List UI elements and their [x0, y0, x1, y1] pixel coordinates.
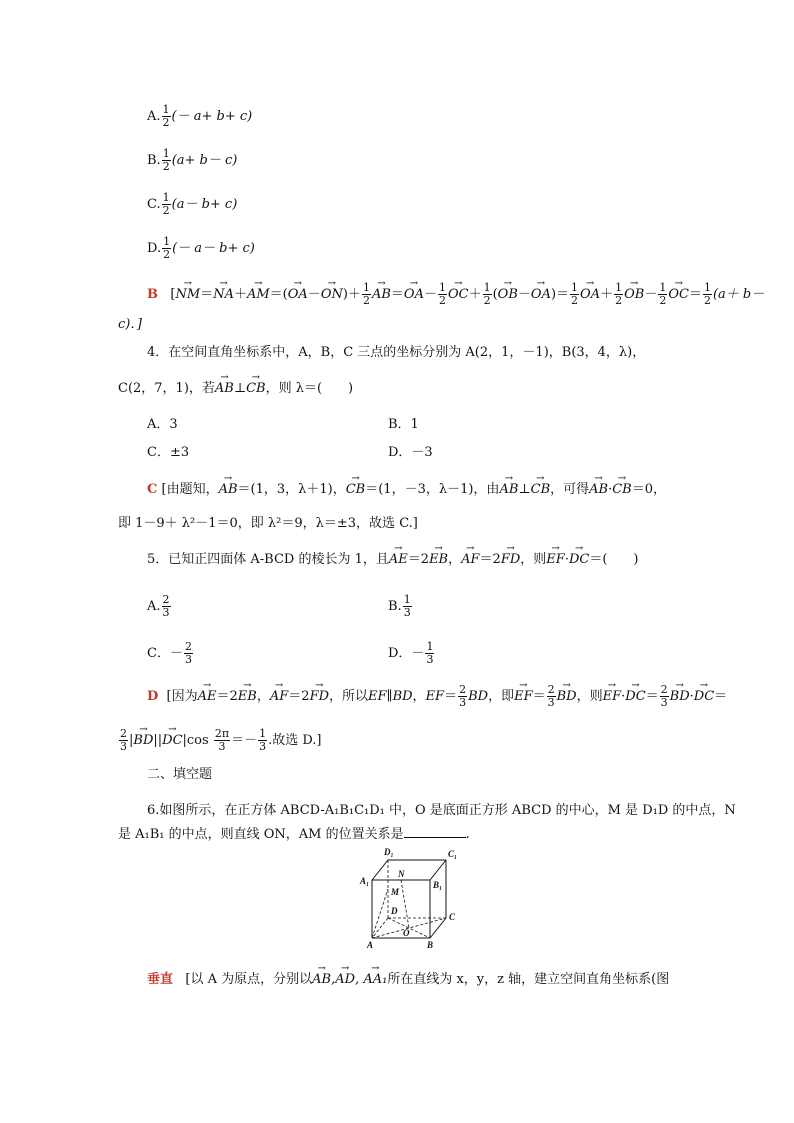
q5-solution: D [因为→ AE＝2→ EB，→ AF＝2→ FD，所以EF∥BD，EF＝ $\frac{2}{3}$ BD，即→ EF＝ $\frac{2}{3}$ → BD，则→ EF·→ DC＝ $\frac{2}{3}$ → BD·→ DC＝ [147, 684, 727, 709]
label-n: N [398, 869, 405, 879]
q4-stem-line2: C(2，7，1)，若→ AB⊥→ CB，则 λ＝( ) [118, 380, 353, 398]
answer-letter: B [147, 287, 158, 302]
option-d: D. $\frac{1}{2}$ (－ a－ b+ c) [147, 235, 255, 261]
answer-letter: D [147, 689, 159, 704]
option-c: C. $\frac{1}{2}$ (a－ b+ c) [147, 191, 238, 217]
option-b: B. $\frac{1}{2}$ (a+ b－ c) [147, 147, 238, 173]
label-a: A [367, 940, 374, 950]
q4-solution-line2: 即 1－9＋ λ²－1＝0，即 λ²＝9，λ＝±3，故选 C.] [118, 516, 418, 531]
q6-stem-line1: 6.如图所示，在正方体 ABCD-A₁B₁C₁D₁ 中，O 是底面正方形 ABCD 的中心，M 是 D₁D 的中点，N [147, 803, 736, 818]
label-b: B [427, 940, 434, 950]
label-c: C [449, 912, 456, 922]
q3-solution: B [→ NM＝→ NA＋→ AM＝(→ OA－→ ON)＋ $\frac{1}{2}$ → AB＝→ OA－ $\frac{1}{2}$ → OC＋ $\frac{1}{2}$ (→ OB－→ OA)＝ $\frac{1}{2}$ → OA＋ $\frac{1}{2}$ → OB－ $\frac{1}{2}$ → OC＝ $\frac{1}{2}$ (a＋ b－ [147, 282, 764, 307]
q4-option-a: A．3 [147, 417, 178, 432]
q5-stem: 5．已知正四面体 A-BCD 的棱长为 1，且→ AE＝2→ EB，→ AF＝2→ FD，则→ EF·→ DC＝( ) [147, 551, 638, 569]
label-d1: D₁ [384, 847, 394, 857]
q5-option-c: C．－ $\frac{2}{3}$ [147, 640, 192, 666]
answer-blank [404, 837, 466, 838]
label-m: M [391, 887, 400, 897]
q5-solution-line2: $\frac{2}{3}$ |→ BD||→ DC|cos $\frac{2\pi}{3}$ ＝－ $\frac{1}{3}$ .故选 D.] [118, 728, 322, 753]
cube-diagram [356, 843, 466, 951]
label-b1: B₁ [433, 880, 443, 890]
label-d: D [391, 906, 398, 916]
q4-option-b: B．1 [388, 417, 419, 432]
section-title: 二、填空题 [147, 767, 213, 782]
q6-solution: 垂直 [以 A 为原点，分别以→ AB,→ AD, → AA₁所在直线为 x，y，z 轴，建立空间直角坐标系(图 [147, 971, 669, 989]
label-c1: C₁ [448, 849, 458, 859]
option-a: A. $\frac{1}{2}$ (－ a+ b+ c) [147, 103, 253, 129]
label-a1: A₁ [360, 876, 370, 886]
q4-option-d: D．－3 [388, 445, 433, 460]
q4-solution: C [由题知，→ AB＝(1，3，λ＋1)，→ CB＝(1，－3，λ－1)，由→ AB⊥→ CB，可得→ AB·→ CB＝0， [147, 481, 666, 499]
answer-letter: C [147, 482, 158, 497]
q4-option-c: C．±3 [147, 445, 190, 460]
q3-solution-line2: c)．] [118, 317, 142, 332]
q4-stem-line1: 4．在空间直角坐标系中，A，B，C 三点的坐标分别为 A(2，1，－1)，B(3，4，λ)， [147, 345, 646, 360]
answer-text: 垂直 [147, 972, 174, 987]
q5-option-d: D．－ $\frac{1}{3}$ [388, 640, 434, 666]
q5-option-b: B. $\frac{1}{3}$ [388, 593, 411, 619]
q5-option-a: A. $\frac{2}{3}$ [147, 593, 170, 619]
label-o: O [403, 928, 410, 938]
q6-stem-line2: 是 A₁B₁ 的中点，则直线 ON，AM 的位置关系是 . [118, 827, 470, 842]
